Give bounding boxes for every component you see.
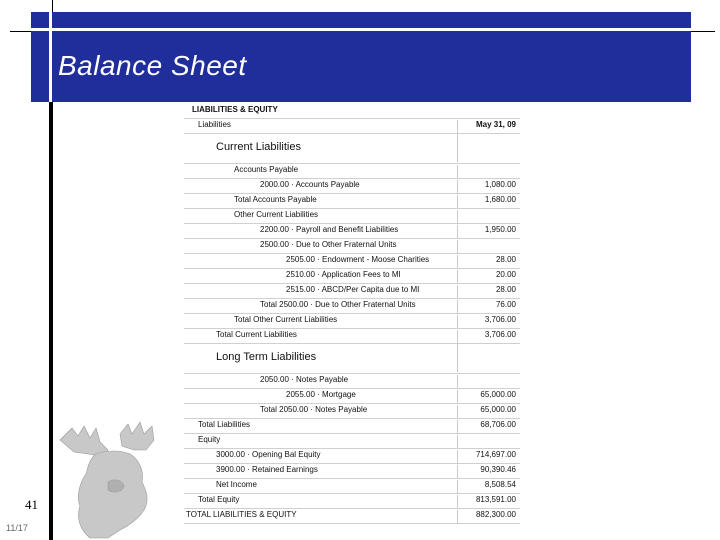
row-label: 2000.00 · Accounts Payable xyxy=(260,180,360,189)
row-value: 65,000.00 xyxy=(457,405,516,419)
row-value: 714,697.00 xyxy=(457,450,516,464)
row-value: 813,591.00 xyxy=(457,495,516,509)
table-row xyxy=(184,283,520,299)
table-row xyxy=(184,433,520,449)
table-row xyxy=(184,448,520,464)
table-row xyxy=(184,508,520,524)
row-value: 3,706.00 xyxy=(457,315,516,329)
row-label: 2510.00 · Application Fees to MI xyxy=(286,270,401,279)
table-row xyxy=(184,193,520,209)
table-row xyxy=(184,163,520,179)
row-label: 2500.00 · Due to Other Fraternal Units xyxy=(260,240,397,249)
row-label: 2050.00 · Notes Payable xyxy=(260,375,349,384)
row-value: 65,000.00 xyxy=(457,390,516,404)
moose-logo-icon xyxy=(50,420,190,540)
table-row xyxy=(184,478,520,494)
row-label: 2505.00 · Endowment - Moose Charities xyxy=(286,255,430,264)
table-row xyxy=(184,418,520,434)
footer-date: 11/17 xyxy=(6,523,28,533)
page-number: 41 xyxy=(25,497,38,512)
row-label: 2200.00 · Payroll and Benefit Liabilities xyxy=(260,225,399,234)
row-value xyxy=(457,375,516,389)
balance-sheet-report xyxy=(184,103,520,519)
row-label: Total Liabilities xyxy=(198,420,251,429)
row-value: 3,706.00 xyxy=(457,330,516,344)
row-value: 68,706.00 xyxy=(457,420,516,434)
row-value: 90,390.46 xyxy=(457,465,516,479)
row-value: 882,300.00 xyxy=(457,510,516,524)
row-label: Other Current Liabilities xyxy=(234,210,319,219)
row-value: 28.00 xyxy=(457,255,516,269)
table-row xyxy=(184,208,520,224)
row-label: TOTAL LIABILITIES & EQUITY xyxy=(186,510,297,519)
row-label: 2055.00 · Mortgage xyxy=(286,390,356,399)
row-label: Current Liabilities xyxy=(216,141,301,153)
row-value xyxy=(457,165,516,179)
row-value xyxy=(457,343,516,372)
table-row xyxy=(184,388,520,404)
table-row xyxy=(184,298,520,314)
row-label: Net Income xyxy=(216,480,257,489)
row-value: 1,080.00 xyxy=(457,180,516,194)
row-value: 8,508.54 xyxy=(457,480,516,494)
banner-horizontal-rule xyxy=(10,28,715,31)
table-row xyxy=(184,253,520,269)
row-label: Total Current Liabilities xyxy=(216,330,297,339)
report-column-header-row: Liabilities May 31, 09 xyxy=(184,118,520,134)
row-label: 2515.00 · ABCD/Per Capita due to MI xyxy=(286,285,420,294)
report-section-header: LIABILITIES & EQUITY xyxy=(184,103,520,119)
row-value xyxy=(457,210,516,224)
table-row xyxy=(184,463,520,479)
table-row xyxy=(184,178,520,194)
table-row xyxy=(184,493,520,509)
table-row xyxy=(184,268,520,284)
table-row xyxy=(184,133,520,164)
row-label: Total 2500.00 · Due to Other Fraternal Units xyxy=(260,300,416,309)
table-row xyxy=(184,343,520,374)
row-value: 20.00 xyxy=(457,270,516,284)
slide-title: Balance Sheet xyxy=(58,50,247,81)
row-label: Equity xyxy=(198,435,221,444)
row-label: Total 2050.00 · Notes Payable xyxy=(260,405,368,414)
table-row xyxy=(184,403,520,419)
row-value: 1,680.00 xyxy=(457,195,516,209)
row-value: 76.00 xyxy=(457,300,516,314)
row-label: 3900.00 · Retained Earnings xyxy=(216,465,318,474)
table-row xyxy=(184,313,520,329)
row-label: Total Accounts Payable xyxy=(234,195,317,204)
row-value: 28.00 xyxy=(457,285,516,299)
row-value xyxy=(457,435,516,449)
table-row xyxy=(184,238,520,254)
row-value xyxy=(457,240,516,254)
column-header-date: May 31, 09 xyxy=(457,120,516,134)
row-label: Total Other Current Liabilities xyxy=(234,315,338,324)
banner-vertical-rule xyxy=(49,0,52,102)
row-value xyxy=(457,133,516,162)
row-label: Total Equity xyxy=(198,495,240,504)
row-label: Accounts Payable xyxy=(234,165,299,174)
table-row xyxy=(184,328,520,344)
row-label: Long Term Liabilities xyxy=(216,351,317,363)
table-row xyxy=(184,373,520,389)
table-row xyxy=(184,223,520,239)
row-value: 1,950.00 xyxy=(457,225,516,239)
row-label: 3000.00 · Opening Bal Equity xyxy=(216,450,321,459)
